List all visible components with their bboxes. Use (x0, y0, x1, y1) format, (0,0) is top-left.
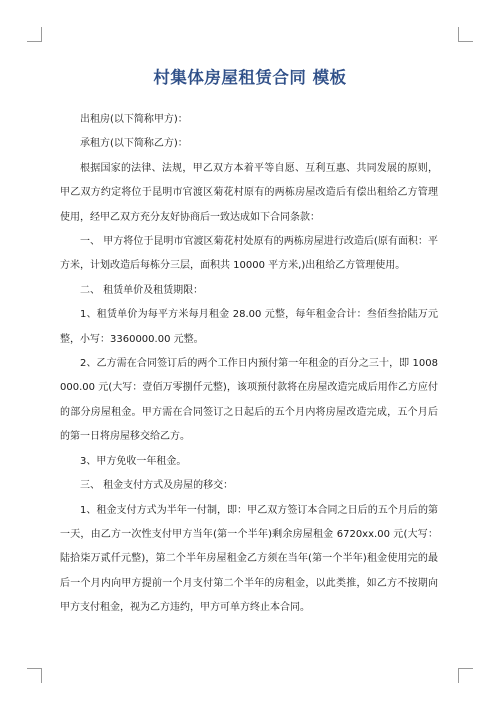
clause-2-item-2: 2、乙方需在合同签订后的两个工作日内预付第一年租金的百分之三十，即 1008000.00 元(大写：壹佰万零捌仟元整)，该项预付款将在房屋改造完成后用作乙方应付的部分房屋租金。甲方需在合同签订之日起后的五个月内将房屋改造完成，五个月后的第一日将房屋移交给乙方。 (60, 358, 438, 443)
document-body (60, 108, 438, 621)
crop-mark-bottom-right (458, 668, 473, 683)
clause-3-item-1: 1、租金支付方式为半年一付制，即：甲乙双方签订本合同之日后的五个月后的第一天，由乙方一次性支付甲方当年(第一个半年)剩余房屋租金 6720xx.00 元(大写：陆拾柒万贰仟元整)，第二个半年房屋租金乙方须在当年(第一个半年)租金使用完的最后一个月内向甲方提前一个月支付第二个半年的房租金，以此类推，如乙方不按期向甲方支付租金，视为乙方违约，甲方可单方终止本合同。 (60, 504, 438, 614)
clause-3-heading: 三、 租金支付方式及房屋的移交： (80, 480, 234, 492)
clause-2-item-3: 3、甲方免收一年租金。 (80, 455, 187, 467)
clause-2-item-1: 1、租赁单价为每平方米每月租金 28.00 元整，每年租金合计：叁佰叁拾陆万元整，小写：3360000.00 元整。 (60, 309, 438, 345)
party-a-line: 出租房(以下简称甲方)： (80, 114, 188, 125)
crop-mark-top-right (458, 27, 473, 42)
crop-mark-top-left (27, 27, 42, 42)
preamble-paragraph: 根据国家的法律、法规，甲乙双方本着平等自愿、互利互惠、共同发展的原则，甲乙双方约定将位于昆明市官渡区菊花村原有的两栋房屋改造后有偿出租给乙方管理使用，经甲乙双方充分友好协商后一致达成如下合同条款： (60, 162, 438, 223)
party-b-line: 承租方(以下简称乙方)： (80, 138, 188, 150)
document-title: 村集体房屋租赁合同 模板 (153, 68, 347, 87)
crop-mark-bottom-left (27, 668, 42, 683)
clause-2-heading: 二、 租赁单价及租赁期限： (80, 284, 204, 296)
clause-1: 一、 甲方将位于昆明市官渡区菊花村处原有的两栋房屋进行改造后(原有面积：平方米，计划改造后每栋分三层，面积共 10000 平方米,)出租给乙方管理使用。 (60, 236, 438, 272)
